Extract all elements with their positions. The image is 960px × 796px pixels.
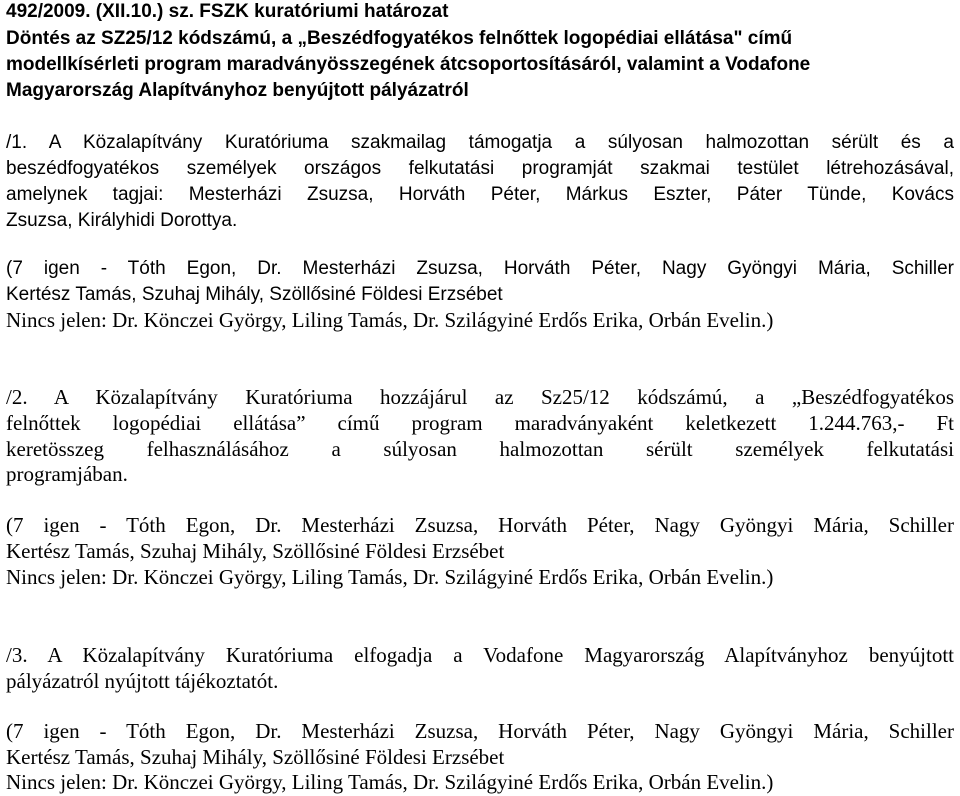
section-3-vote-line-2: Kertész Tamás, Szuhaj Mihály, Szöllősiné Földesi Erzsébet <box>6 745 505 769</box>
section-1-line-4: Zsuzsa, Királyhidi Dorottya. <box>6 210 238 231</box>
section-1-absent-line: Nincs jelen: Dr. Könczei György, Liling Tamás, Dr. Szilágyiné Erdős Erika, Orbán Evelin.) <box>6 308 774 332</box>
section-1-line-2: beszédfogyatékos személyek országos felkutatási programját szakmai testület létrehozásával, <box>6 158 954 179</box>
section-1-line-1: /1. A Közalapítvány Kuratóriuma szakmailag támogatja a súlyosan halmozottan sérült és a <box>6 132 954 153</box>
section-2-vote-line-2: Kertész Tamás, Szuhaj Mihály, Szöllősiné Földesi Erzsébet <box>6 539 505 563</box>
section-3-absent-line: Nincs jelen: Dr. Könczei György, Liling Tamás, Dr. Szilágyiné Erdős Erika, Orbán Evelin.) <box>6 770 774 794</box>
section-2-absent-line: Nincs jelen: Dr. Könczei György, Liling Tamás, Dr. Szilágyiné Erdős Erika, Orbán Evelin.) <box>6 565 774 589</box>
section-3-line-2: pályázatról nyújtott tájékoztatót. <box>6 669 279 693</box>
section-3-vote-line-1: (7 igen - Tóth Egon, Dr. Mesterházi Zsuzsa, Horváth Péter, Nagy Gyöngyi Mária, Schiller <box>6 719 954 743</box>
section-2-line-4: programjában. <box>6 462 128 486</box>
section-2-line-2: felnőttek logopédiai ellátása” című program maradványaként keletkezett 1.244.763,- Ft <box>6 411 954 435</box>
section-2-vote-line-1: (7 igen - Tóth Egon, Dr. Mesterházi Zsuzsa, Horváth Péter, Nagy Gyöngyi Mária, Schiller <box>6 513 954 537</box>
subject-line-2: modellkísérleti program maradványösszegének átcsoportosításáról, valamint a Vodafone <box>6 54 811 75</box>
section-1-vote-line-1: (7 igen - Tóth Egon, Dr. Mesterházi Zsuzsa, Horváth Péter, Nagy Gyöngyi Mária, Schiller <box>6 258 954 279</box>
section-2-line-1: /2. A Közalapítvány Kuratóriuma hozzájárul az Sz25/12 kódszámú, a „Beszédfogyatékos <box>6 385 954 409</box>
subject-line-1: Döntés az SZ25/12 kódszámú, a „Beszédfogyatékos felnőttek logopédiai ellátása" című <box>6 28 793 49</box>
subject-line-3: Magyarország Alapítványhoz benyújtott pályázatról <box>6 80 469 101</box>
section-1-line-3: amelynek tagjai: Mesterházi Zsuzsa, Horváth Péter, Márkus Eszter, Páter Tünde, Kovács <box>6 184 954 205</box>
section-3-line-1: /3. A Közalapítvány Kuratóriuma elfogadja a Vodafone Magyarország Alapítványhoz benyújtott <box>6 643 954 667</box>
resolution-number: 492/2009. (XII.10.) sz. FSZK kuratóriumi határozat <box>6 1 449 22</box>
section-1-vote-line-2: Kertész Tamás, Szuhaj Mihály, Szöllősiné Földesi Erzsébet <box>6 284 503 305</box>
section-2-line-3: keretösszeg felhasználásához a súlyosan halmozottan sérült személyek felkutatási <box>6 437 954 461</box>
